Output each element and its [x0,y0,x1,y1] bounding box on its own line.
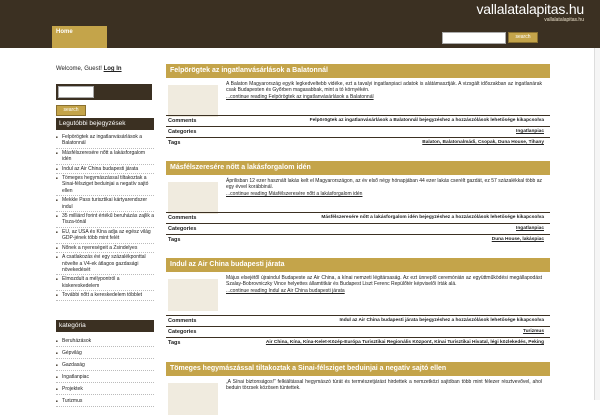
post [166,362,550,401]
category-link[interactable]: ■ Beruházások [56,338,154,347]
post-body [166,379,550,401]
meta-value: Másfélszeresére nőtt a lakásforgalom idén bejegyzéshez a hozzászólások lehetősége kikapcsolva [321,215,544,220]
recent-post-link[interactable]: ■ Tömeges hegymászással tiltakoztak a Sinai-félsziget beduinjai a negatív sajtó ellen [56,175,154,196]
post-excerpt [226,178,548,197]
category-link[interactable]: ■ Gazdaság [56,362,154,371]
continue-reading-link[interactable]: ...continue reading Másfélszeresére nőtt a lakásforgalom idén [226,190,363,197]
login-button[interactable]: search [56,105,86,116]
post [166,161,550,245]
login-link[interactable]: Log In [103,66,122,72]
excerpt-text: Május elsejétől újraindul Budapeste az Air China, a kínai nemzeti légitársaság. Az ezt ünneplő ceremónián az együttműködési megállapodást Szalay-Bobrovniczky Vince helyettes államtitkár és Budapest Liszt Ferenc Repülőtér képviselői írták alá. [226,275,542,288]
recent-post-link[interactable]: ■ 35 milliárd forint értékű beruházás zajlik a Tisza-tónál [56,213,154,228]
scrollbar[interactable] [594,48,600,400]
post-excerpt [226,81,548,100]
recent-post-link[interactable]: ■ Indul az Air China budapesti járata [56,166,154,174]
post-meta-comments [166,212,550,223]
recent-post-link[interactable]: ■ Felpörögtek az ingatlanvásárlások a Balatonnál [56,134,154,149]
post-excerpt [226,275,548,294]
post-meta-categories [166,326,550,337]
post-title[interactable]: Indul az Air China budapesti járata [166,258,550,272]
welcome-label: Welcome, Guest! [56,66,102,72]
meta-value: Indul az Air China budapesti járata bejegyzéshez a hozzászólások lehetősége kikapcsolva [339,318,544,323]
category-link[interactable]: Turizmus [523,329,544,334]
category-heading: kategória [56,320,154,332]
post-meta-categories [166,223,550,234]
recent-post-link[interactable]: ■ Mekkle Pass turisztikai kártyarendszer indul [56,197,154,212]
search-input[interactable] [442,32,506,44]
meta-label: Comments [168,118,197,124]
recent-post-link[interactable]: ■ Másfélszeresére nőtt a lakásforgalom idén [56,150,154,165]
page-margin [0,48,52,400]
category-link[interactable]: ■ Projektek [56,386,154,395]
post-thumbnail [168,279,218,311]
recent-post-link[interactable]: ■ Nőnek a nyereségeit a Zsindelyes [56,245,154,253]
post-meta-tags [166,137,550,148]
meta-label: Comments [168,215,197,221]
site-subtitle: vallalatalapitas.hu [544,17,584,23]
post [166,64,550,148]
post-thumbnail [168,85,218,117]
category-link[interactable]: ■ Ingatlanpiac [56,374,154,383]
category-link[interactable]: Ingatlanpiac [516,129,544,134]
category-link[interactable]: ■ Turizmus [56,398,154,407]
meta-value: Felpörögtek az ingatlanvásárlások a Balatonnál bejegyzéshez a hozzászólások lehetősége kikapcsolva [309,118,544,123]
post-excerpt [226,379,548,392]
continue-reading-link[interactable]: ...continue reading Felpörögtek az ingatlanvásárlások a Balatonnál [226,93,374,100]
post-body [166,275,550,315]
meta-label: Tags [168,140,181,146]
login-input[interactable] [58,86,94,98]
meta-label: Comments [168,318,197,324]
meta-label: Tags [168,340,181,346]
post-body [166,178,550,212]
site-header [0,0,600,26]
tag-links[interactable]: Air China, Kína, Kína-Kelet-Közép-Európa Turisztikai Regionális Központ, Kínai Turisztikai Hivatal, légi közlekedés, Peking [265,340,544,345]
recent-post-link[interactable]: ■ A csatlakozás évi egy százalékponttal növelte a V4-ek átlagos gazdasági növekedését [56,254,154,275]
tag-links[interactable]: Duna House, lakáspiac [491,237,544,242]
search-button[interactable]: search [508,32,538,43]
recent-post-link[interactable]: ■ EU, az USA és Kína adja az egész világ GDP-jének több mint felét [56,229,154,244]
meta-label: Categories [168,129,197,135]
welcome-text [56,66,122,72]
excerpt-text: Áprilisban 12 ezer használt lakás kelt el Magyarországon, az év első négy hónapjában 44 ezer lakás cserélt gazdát, ez 57 százalékkal több az egy évvel korábbinál. [226,178,542,191]
excerpt-text: A Balaton Magyarország egyik legkedveltebb vidéke, ezt a tavalyi ingatlanpiaci adatok is alátámasztják. A vizsgált időszakban az ingatlanárak csak Budapesten és Győrben magasabbak, mint a tó környékén. [226,81,542,94]
category-link[interactable]: ■ Gépvilág [56,350,154,359]
category-list [56,338,154,410]
recent-post-link[interactable]: ■ További nőtt a kereskedelem többlet [56,292,154,300]
meta-label: Categories [168,226,197,232]
category-link[interactable]: Ingatlanpiac [516,226,544,231]
tag-links[interactable]: Balaton, Balatonalmádi, Csopak, Duna House, Tihany [422,140,544,145]
meta-label: Categories [168,329,197,335]
recent-posts-list [56,134,154,302]
continue-reading-link[interactable]: ...continue reading Indul az Air China budapesti járata [226,287,345,294]
recent-post-link[interactable]: ■ Elmozdult a mélypontról a kiskereskedelem [56,276,154,291]
post-title[interactable]: Másfélszeresére nőtt a lakásforgalom idén [166,161,550,175]
post-thumbnail [168,182,218,214]
recent-posts-heading: Legutóbbi bejegyzések [56,118,154,130]
site-title[interactable]: vallalatalapitas.hu [476,1,584,17]
post-body [166,81,550,115]
excerpt-text: „A Sínai biztonságos!” felkiáltással hegymászó túrát és természetjárást hirdettek a nemzetközi sajtóban több mint félezer résztvevővel, ahol beduin törzsek közösen tüntettek. [226,379,542,392]
post-meta-categories [166,126,550,137]
meta-label: Tags [168,237,181,243]
post-meta-tags [166,337,550,348]
post [166,258,550,348]
post-meta-tags [166,234,550,245]
nav-home-tab[interactable]: Home [52,26,107,48]
post-meta-comments [166,315,550,326]
post-title[interactable]: Tömeges hegymászással tiltakoztak a Sinai-félsziget beduinjai a negatív sajtó ellen [166,362,550,376]
post-meta-comments [166,115,550,126]
post-title[interactable]: Felpörögtek az ingatlanvásárlások a Balatonnál [166,64,550,78]
post-thumbnail [168,383,218,415]
